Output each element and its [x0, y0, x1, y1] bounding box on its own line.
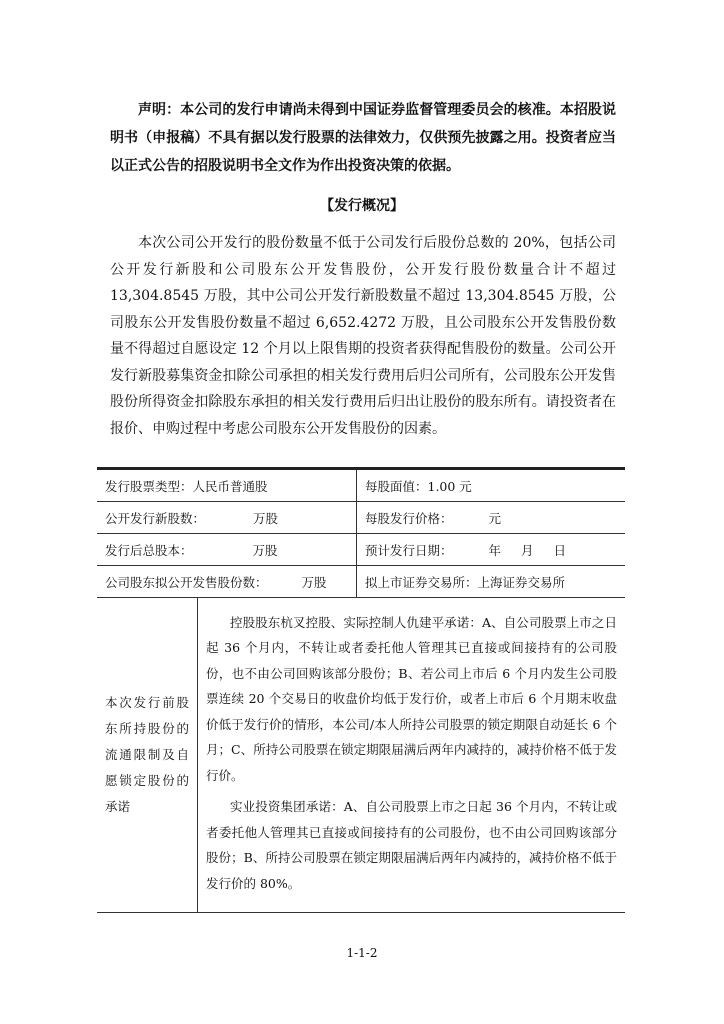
stock-type-cell [97, 469, 357, 502]
new-shares-unit: 万股 [253, 510, 279, 526]
issue-price-unit: 元 [488, 510, 502, 526]
table-row [97, 566, 625, 598]
table-row [97, 469, 625, 502]
par-value-cell [357, 469, 626, 502]
issue-price-cell [357, 502, 626, 534]
total-capital-unit: 万股 [252, 542, 278, 558]
issue-date-label: 预计发行日期： [365, 542, 453, 558]
issue-price-label: 每股发行价格： [365, 510, 453, 526]
table-row [97, 598, 625, 913]
table-row [97, 534, 625, 566]
issue-date-day: 日 [553, 542, 567, 558]
issuance-info-table [97, 467, 625, 598]
stock-type-label: 发行股票类型： [105, 478, 193, 494]
table-row [97, 502, 625, 534]
section-heading: 【发行概况】 [320, 198, 404, 214]
commitment-label: 本次发行前股东所持股份的流通限制及自愿锁定股份的承诺 [97, 598, 198, 913]
exchange-cell [357, 566, 626, 598]
page-number: 1-1-2 [346, 946, 378, 960]
industrial-investment-commitment: 实业投资集团承诺：A、自公司股票上市之日起 36 个月内，不转让或者委托他人管理其已直接或间接持有的公司股份，也不由公司回购该部分股份；B、所持公司股票在锁定期限届满后两年内减持的，减持价格不低于发行价的 80%。 [206, 799, 617, 891]
issue-date-cell [357, 534, 626, 566]
total-capital-cell [97, 534, 357, 566]
listing-exchange: 拟上市证券交易所：上海证券交易所 [365, 574, 566, 590]
disclaimer-statement: 声明：本公司的发行申请尚未得到中国证券监督管理委员会的核准。本招股说明书（申报稿）不具有据以发行股票的法律效力，仅供预先披露之用。投资者应当以正式公告的招股说明书全文作为作出投资决策的依据。 [110, 102, 616, 174]
controlling-shareholder-commitment: 控股股东杭叉控股、实际控制人仇建平承诺：A、自公司股票上市之日起 36 个月内，不转让或者委托他人管理其已直接或间接持有的公司股份，也不由公司回购该部分股份；B、若公司上市后 6 个月内发生公司股票连续 20 个交易日的收盘价均低于发行价，或者上市后 6 个月期末收盘价低于发行价的情形，本公司/本人所持公司股票的锁定期限自动延长 6 个月；C、所持公司股票在锁定期限届满后两年内减持的，减持价格不低于发行价。 [206, 614, 617, 783]
new-shares-label: 公开发行新股数： [105, 510, 206, 526]
new-shares-cell [97, 502, 357, 534]
lockup-commitment-table [97, 598, 625, 913]
shareholder-sale-cell [97, 566, 357, 598]
issue-date-year: 年 [488, 542, 502, 558]
stock-type-value: 人民币普通股 [192, 478, 268, 494]
commitment-content [198, 598, 626, 913]
shareholder-sale-label: 公司股东拟公开发售股份数： [105, 574, 268, 590]
par-value: 每股面值：1.00 元 [365, 478, 472, 494]
issue-date-month: 月 [521, 542, 534, 558]
shareholder-sale-unit: 万股 [301, 574, 327, 590]
issuance-overview-text: 本次公司公开发行的股份数量不低于公司发行后股份总数的 20%，包括公司公开发行新股和公司股东公开发售股份，公开发行股份数量合计不超过13,304.8545 万股，其中公司公开发行新股数量不超过 13,304.8545 万股，公司股东公开发售股份数量不超过 6,652.4272 万股，且公司股东公开发售股份数量不得超过自愿设定 12 个月以上限售期的投资者获得配售股份的数量。公司公开发行新股募集资金扣除公司承担的相关发行费用后归公司所有，公司股东公开发售股份所得资金扣除股东承担的相关发行费用后归出让股份的股东所有。请投资者在报价、申购过程中考虑公司股东公开发售股份的因素。 [110, 235, 616, 437]
total-capital-label: 发行后总股本： [105, 542, 193, 558]
